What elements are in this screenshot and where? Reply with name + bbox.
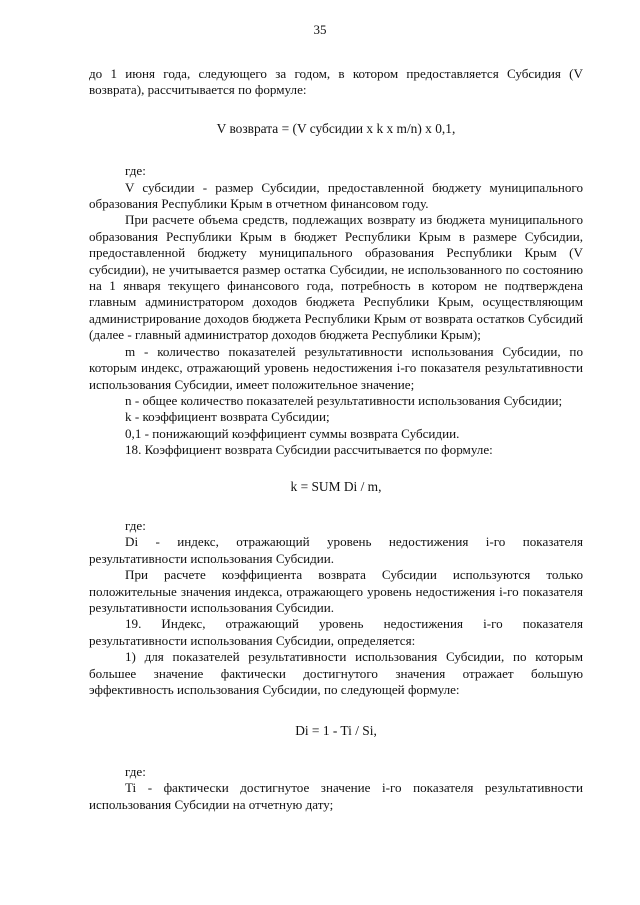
where-label: где: (125, 163, 146, 179)
where-label: где: (125, 763, 146, 779)
definition-ti: Ti - фактически достигнутое значение i-го показателя результативности использования Субсидии на отчетную дату; (89, 780, 583, 812)
clause-19: 19. Индекс, отражающий уровень недостижения i-го показателя результативности использования Субсидии, определяется: (89, 616, 583, 648)
page-number: 35 (313, 22, 327, 37)
definition-reduction: 0,1 - понижающий коэффициент суммы возврата Субсидии. (125, 425, 460, 441)
document-body (89, 66, 583, 813)
intro-paragraph: до 1 июня года, следующего за годом, в котором предоставляется Субсидия (V возврата), рассчитывается по формуле: (89, 66, 583, 98)
calculation-note: При расчете объема средств, подлежащих возврату из бюджета муниципального образования Республики Крым в бюджет Республики Крым в размере Субсидии, предоставленной бюджету муниципального образования Республики Крым (V субсидии), не учитывается размер остатка Субсидии, не использованного по состоянию на 1 января текущего финансового года, потребность в котором не подтверждена главным администратором доходов бюджета Республики Крым, осуществляющим администрирование доходов бюджета Республики Крым от возврата остатков Субсидий (далее - главный администратор доходов бюджета Республики Крым); (89, 212, 583, 343)
clause-18: 18. Коэффициент возврата Субсидии рассчитывается по формуле: (125, 442, 493, 458)
formula-di: Di = 1 - Ti / Si, (295, 723, 377, 739)
definition-m: m - количество показателей результативности использования Субсидии, по которым индекс, отражающий уровень недостижения i-го показателя результативности использования Субсидии, имеет положительное значение; (89, 343, 583, 392)
definition-v-subsidy: V субсидии - размер Субсидии, предоставленной бюджету муниципального образования Республики Крым в отчетном финансовом году. (89, 179, 583, 212)
definition-n: n - общее количество показателей результативности использования Субсидии; (125, 392, 563, 408)
formula-v-return: V возврата = (V субсидии x k x m/n) x 0,1, (216, 120, 456, 136)
clause-19-item-1: 1) для показателей результативности использования Субсидии, по которым большее значение фактически достигнутого значения отражает большую эффективность использования Субсидии, по следующей формуле: (89, 649, 583, 697)
positive-values-note: При расчете коэффициента возврата Субсидии используются только положительные значения индекса, отражающего уровень недостижения i-го показателя результативности использования Субсидии. (89, 567, 583, 615)
where-label: где: (125, 517, 146, 533)
definition-k: k - коэффициент возврата Субсидии; (125, 409, 330, 425)
definition-di: Di - индекс, отражающий уровень недостижения i-го показателя результативности использования Субсидии. (89, 534, 583, 566)
formula-k: k = SUM Di / m, (290, 478, 382, 494)
